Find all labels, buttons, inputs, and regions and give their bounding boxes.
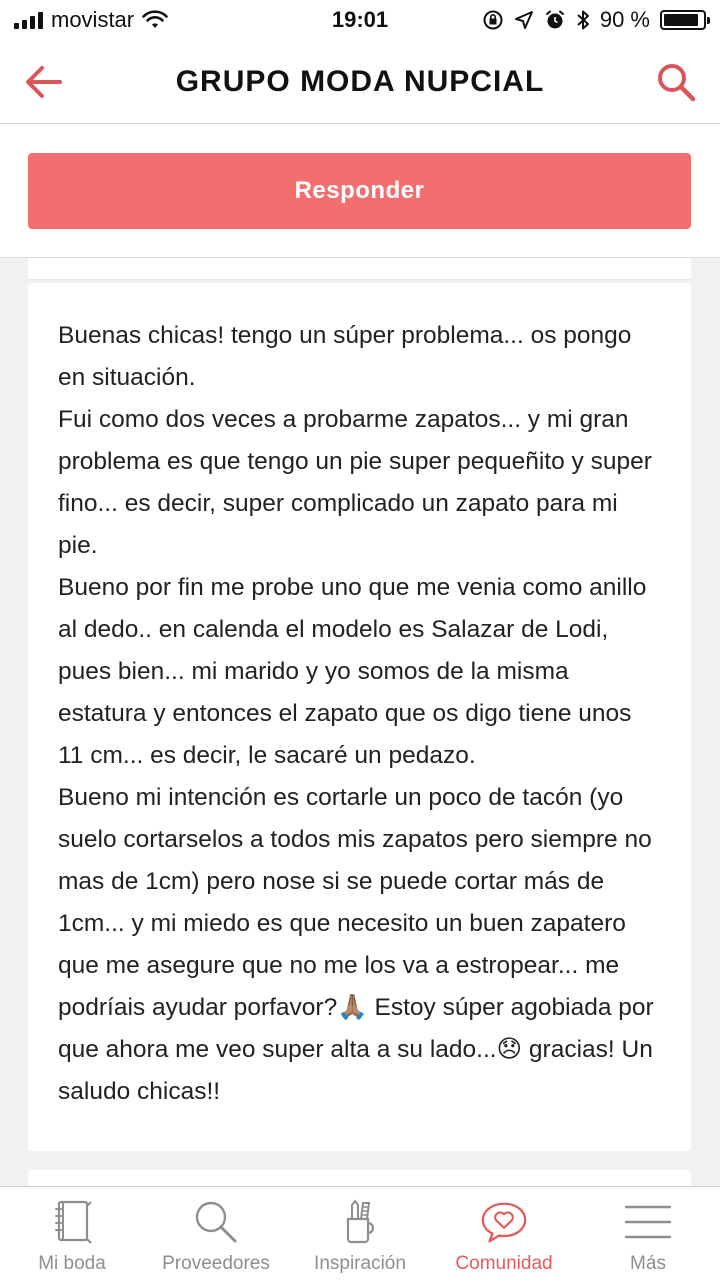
- magnifier-icon: [191, 1199, 241, 1245]
- tab-bar: [0, 1186, 720, 1280]
- battery-percent: 90 %: [599, 7, 650, 32]
- wifi-icon: [142, 10, 168, 30]
- tab-mas[interactable]: [576, 1187, 720, 1280]
- tab-proveedores[interactable]: [144, 1187, 288, 1280]
- alarm-icon: [544, 9, 566, 31]
- orientation-lock-icon: [482, 9, 504, 31]
- status-left: [14, 7, 274, 33]
- search-icon: [655, 61, 697, 103]
- battery-icon: [660, 10, 706, 30]
- battery-fill: [664, 14, 698, 26]
- back-button[interactable]: [20, 58, 68, 106]
- tab-label: Proveedores: [162, 1253, 270, 1274]
- status-right: [446, 7, 706, 33]
- location-arrow-icon: [514, 10, 534, 30]
- tab-label: Más: [630, 1253, 666, 1274]
- arrow-left-icon: [24, 64, 64, 100]
- tab-label: Mi boda: [38, 1253, 106, 1274]
- notebook-icon: [47, 1199, 97, 1245]
- search-button[interactable]: [652, 58, 700, 106]
- previous-card-edge: [28, 258, 691, 280]
- pencil-cup-icon: [335, 1199, 385, 1245]
- respond-area: [0, 124, 720, 258]
- carrier-name: movistar: [51, 7, 135, 32]
- tab-comunidad[interactable]: [432, 1187, 576, 1280]
- nav-bar: [0, 40, 720, 124]
- bluetooth-icon: [576, 9, 590, 31]
- menu-icon: [623, 1199, 673, 1245]
- heart-chat-icon: [479, 1199, 529, 1245]
- tab-mi-boda[interactable]: [0, 1187, 144, 1280]
- status-time: 19:01: [331, 7, 389, 32]
- post-body: Buenas chicas! tengo un súper problema... os pongo en situación. Fui como dos veces a probarme zapatos... y mi gran problema es que tengo un pie super pequeñito y super fino... es decir, super complicado un zapato para mi pie. Bueno por fin me probe uno que me venia como anillo al dedo.. en calenda el modelo es Salazar de Lodi, pues bien... mi marido y yo somos de la misma estatura y entonces el zapato que os digo tiene unos 11 cm... es decir, le sacaré un pedazo. Bueno mi intención es cortarle un poco de tacón (yo suelo cortarselos a todos mis zapatos pero siempre no mas de 1cm) pero nose si se puede cortar más de 1cm... y mi miedo es que necesito un buen zapatero que me asegure que no me los va a estropear... me podríais ayudar porfavor?🙏🏽 Estoy súper agobiada por que ahora me veo super alta a su lado...😞 gracias! Un saludo chicas!!: [58, 322, 654, 1105]
- page-title: GRUPO MODA NUPCIAL: [175, 64, 545, 98]
- respond-button[interactable]: Responder: [28, 153, 691, 229]
- signal-icon: [14, 11, 43, 29]
- tab-inspiracion[interactable]: [288, 1187, 432, 1280]
- status-bar: [0, 0, 720, 40]
- post-card: [28, 283, 691, 1151]
- tab-label: Comunidad: [455, 1253, 553, 1274]
- tab-label: Inspiración: [314, 1253, 406, 1274]
